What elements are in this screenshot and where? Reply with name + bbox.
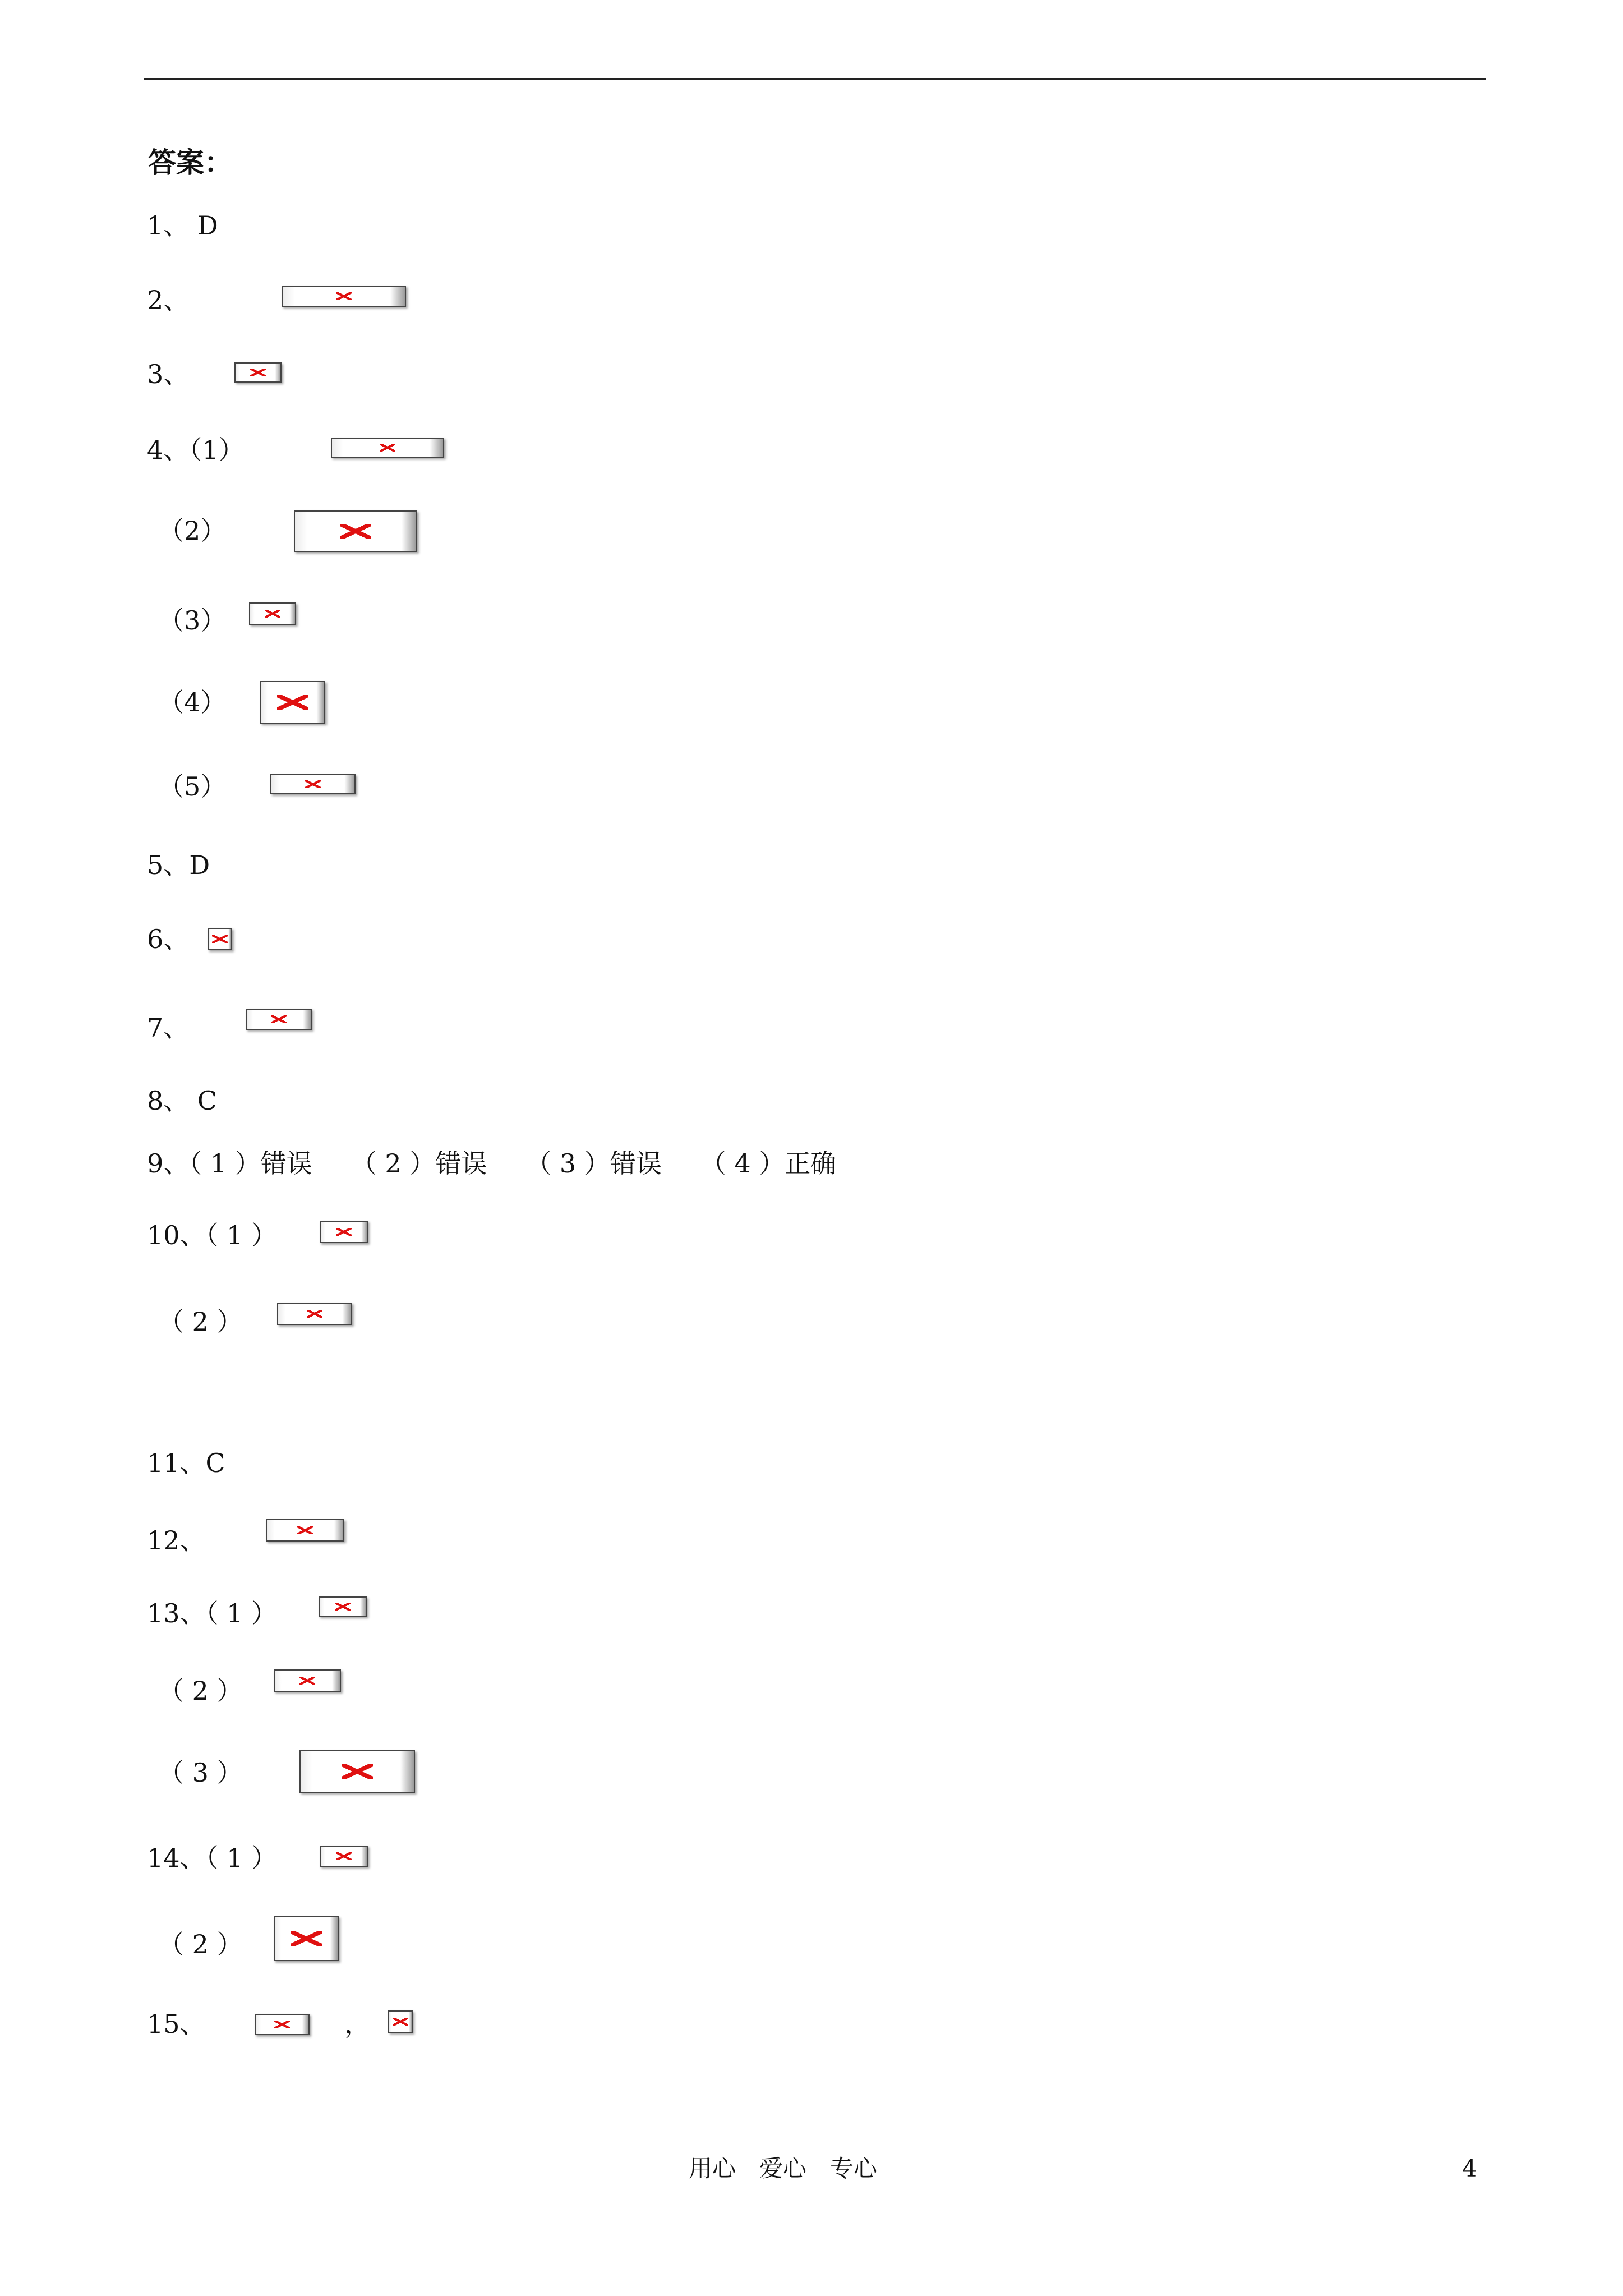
broken-image-icon bbox=[270, 774, 356, 794]
broken-image-icon bbox=[255, 2014, 310, 2035]
answers-heading: 答案： bbox=[148, 146, 232, 179]
broken-image-icon bbox=[274, 1669, 341, 1692]
answer-label: 7、 bbox=[147, 1013, 190, 1043]
broken-image-icon bbox=[266, 1519, 344, 1542]
answer-label: 8、 C bbox=[147, 1085, 218, 1116]
answer-label: （2） bbox=[158, 516, 227, 546]
broken-image-icon bbox=[320, 1221, 368, 1243]
answer-label: 9、（ 1 ）错误 （ 2 ）错误 （ 3 ）错误 （ 4 ）正确 bbox=[147, 1148, 837, 1179]
answer-label: （4） bbox=[158, 687, 227, 717]
page-number: 4 bbox=[1462, 2155, 1477, 2182]
answer-label: 13、（ 1 ） bbox=[147, 1598, 278, 1628]
answer-label: （ 2 ） bbox=[158, 1929, 243, 1959]
answer-label: 1、 D bbox=[147, 210, 218, 241]
answer-label: （ 3 ） bbox=[158, 1757, 243, 1788]
answer-label: 6、 bbox=[147, 924, 190, 954]
footer-motto: 用心 爱心 专心 bbox=[689, 2155, 878, 2182]
answer-label: 5、D bbox=[147, 850, 210, 880]
broken-image-icon bbox=[299, 1750, 415, 1793]
broken-image-icon bbox=[274, 1916, 339, 1961]
answer-label: 3、 bbox=[147, 359, 190, 389]
broken-image-icon bbox=[331, 438, 444, 458]
broken-image-icon bbox=[260, 681, 325, 724]
answer-label: 12、 bbox=[147, 1525, 206, 1556]
answer-label: 10、（ 1 ） bbox=[147, 1220, 278, 1250]
answer-label: 11、C bbox=[147, 1448, 225, 1478]
answer-label: （ 2 ） bbox=[158, 1306, 243, 1337]
broken-image-icon bbox=[388, 2010, 413, 2033]
broken-image-icon bbox=[294, 510, 417, 552]
broken-image-icon bbox=[246, 1009, 312, 1030]
broken-image-icon bbox=[319, 1596, 367, 1617]
separator-comma: ， bbox=[344, 2009, 370, 2039]
broken-image-icon bbox=[234, 362, 282, 383]
header-rule bbox=[144, 78, 1486, 80]
answer-label: （ 2 ） bbox=[158, 1676, 243, 1706]
answer-label: （3） bbox=[158, 605, 227, 636]
broken-image-icon bbox=[282, 286, 406, 307]
broken-image-icon bbox=[249, 602, 296, 625]
answer-label: 2、 bbox=[147, 285, 190, 315]
answer-label: 15、 bbox=[147, 2009, 206, 2039]
broken-image-icon bbox=[208, 928, 232, 950]
answer-label: 14、（ 1 ） bbox=[147, 1843, 278, 1873]
broken-image-icon bbox=[320, 1846, 368, 1867]
broken-image-icon bbox=[277, 1303, 352, 1325]
answer-label: 4、（1） bbox=[147, 435, 245, 465]
answer-label: （5） bbox=[158, 771, 227, 802]
